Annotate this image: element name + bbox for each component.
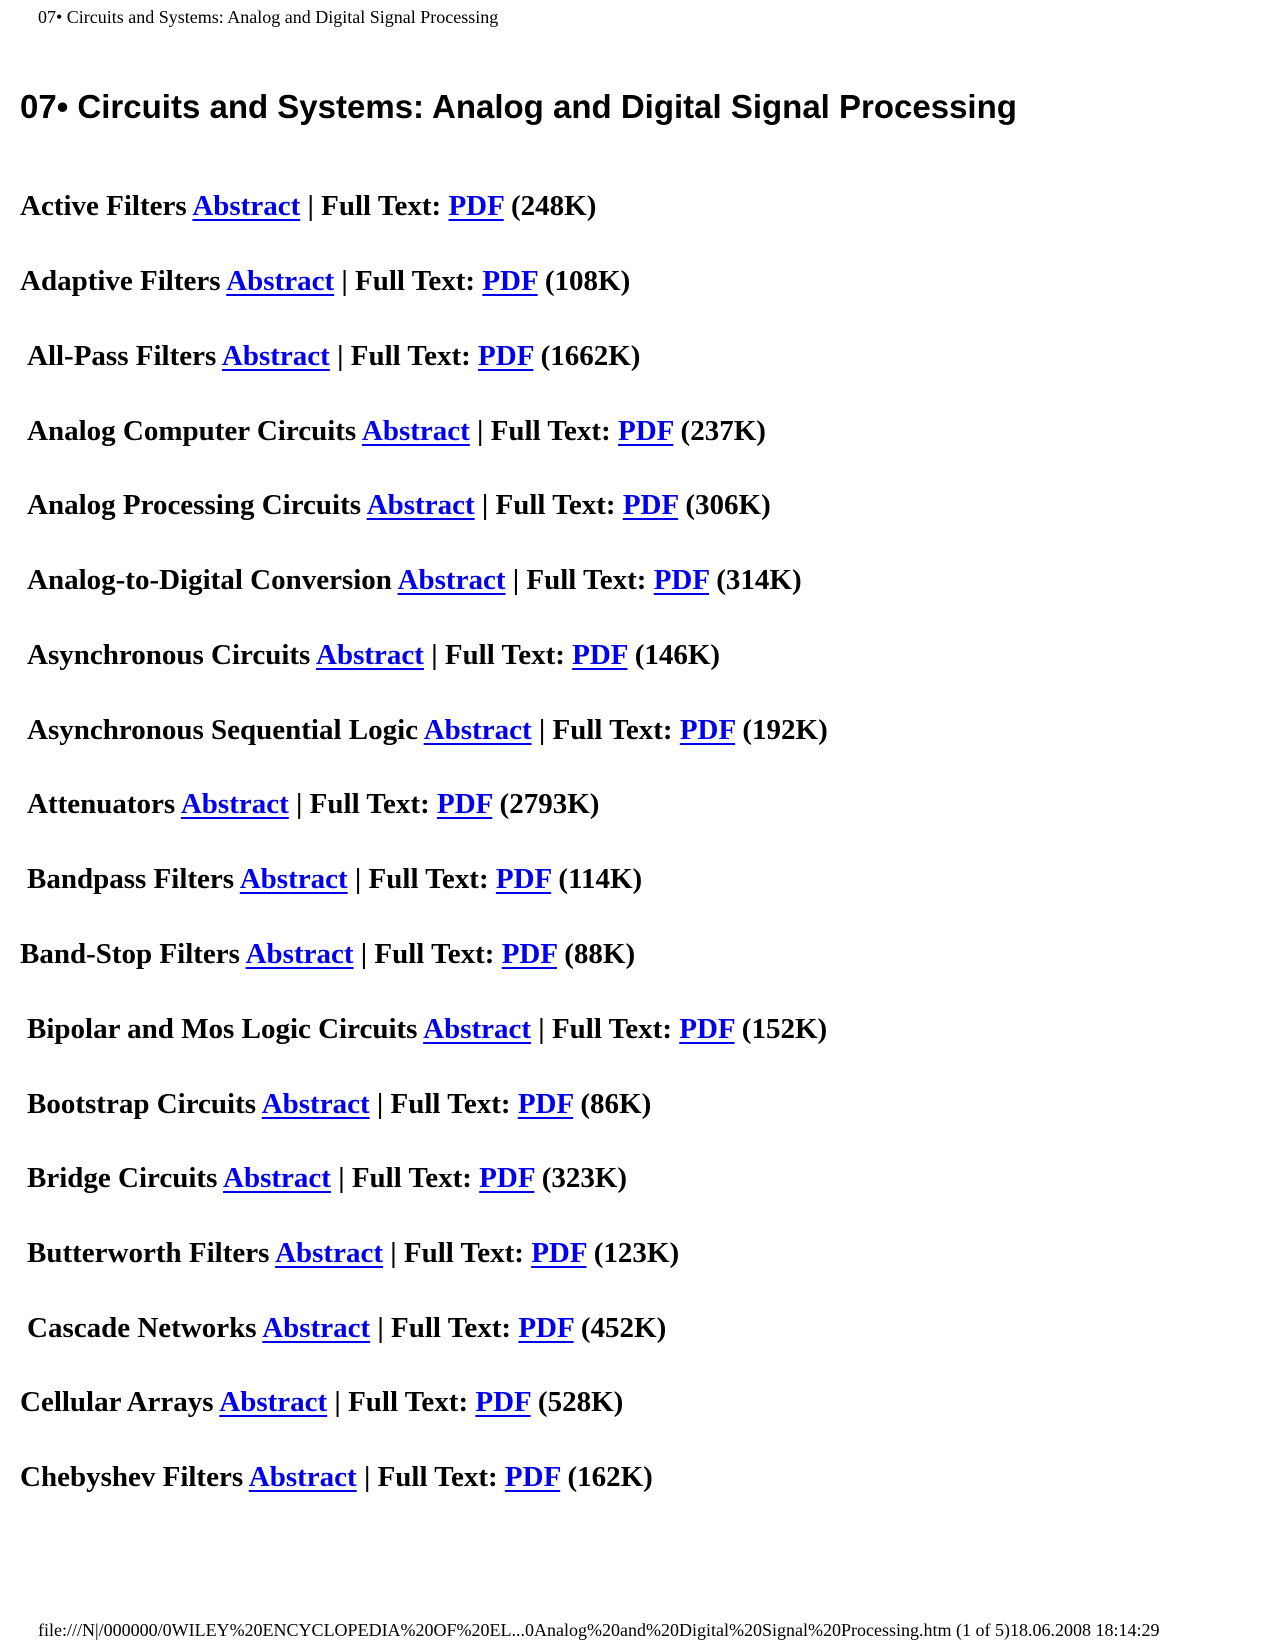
file-size: (146K) (634, 639, 721, 671)
file-size: (314K) (716, 564, 802, 596)
article-row (27, 336, 640, 376)
full-text-label: Full Text: (390, 1088, 511, 1120)
separator: | (477, 415, 484, 447)
full-text-label: Full Text: (368, 863, 489, 895)
pdf-link[interactable]: PDF (436, 788, 493, 820)
article-title: Chebyshev Filters (20, 1461, 244, 1493)
article-title: Active Filters (20, 190, 187, 222)
pdf-link[interactable]: PDF (518, 1312, 574, 1344)
pdf-link[interactable]: PDF (504, 1461, 561, 1493)
article-title: Attenuators (27, 788, 176, 820)
full-text-label: Full Text: (391, 1312, 512, 1344)
article-row (27, 1158, 627, 1198)
full-text-label: Full Text: (355, 265, 476, 297)
article-title: Bootstrap Circuits (27, 1088, 257, 1120)
article-row (27, 1308, 666, 1348)
file-size: (114K) (558, 863, 643, 895)
pdf-link[interactable]: PDF (679, 714, 736, 746)
article-title: Bridge Circuits (27, 1162, 218, 1194)
abstract-link[interactable]: Abstract (239, 863, 348, 895)
article-title: Cascade Networks (27, 1312, 257, 1344)
article-row (27, 859, 642, 899)
separator: | (376, 1088, 384, 1120)
abstract-link[interactable]: Abstract (248, 1461, 357, 1493)
separator: | (512, 564, 520, 596)
pdf-link[interactable]: PDF (679, 1013, 735, 1045)
article-title: Cellular Arrays (20, 1386, 214, 1418)
pdf-link[interactable]: PDF (618, 415, 674, 447)
separator: | (390, 1237, 397, 1269)
separator: | (481, 489, 489, 521)
article-row (27, 485, 771, 525)
abstract-link[interactable]: Abstract (226, 265, 335, 297)
pdf-link[interactable]: PDF (501, 938, 558, 970)
abstract-link[interactable]: Abstract (361, 415, 470, 447)
separator: | (334, 1386, 341, 1418)
file-size: (1662K) (540, 340, 641, 372)
article-title: Analog-to-Digital Conversion (27, 564, 392, 596)
full-text-label: Full Text: (490, 415, 611, 447)
print-footer: file:///N|/000000/0WILEY%20ENCYCLOPEDIA%20OF%20EL...0Analog%20and%20Digital%20Signal%20Processing.htm (1 of 5)18.06.2008 18:14:29 (38, 1620, 1160, 1640)
full-text-label: Full Text: (374, 938, 495, 970)
article-row (27, 635, 720, 675)
file-size: (452K) (580, 1312, 667, 1344)
article-row (27, 560, 802, 600)
article-title: Bipolar and Mos Logic Circuits (27, 1013, 418, 1045)
separator: | (360, 938, 368, 970)
abstract-link[interactable]: Abstract (223, 1162, 331, 1194)
abstract-link[interactable]: Abstract (262, 1312, 371, 1344)
pdf-link[interactable]: PDF (475, 1386, 531, 1418)
file-size: (237K) (680, 415, 766, 447)
separator: | (538, 714, 546, 746)
full-text-label: Full Text: (377, 1461, 498, 1493)
article-row (27, 784, 599, 824)
file-size: (123K) (593, 1237, 680, 1269)
separator: | (377, 1312, 384, 1344)
file-size: (248K) (511, 190, 597, 222)
article-title: Asynchronous Sequential Logic (27, 714, 419, 746)
abstract-link[interactable]: Abstract (397, 564, 506, 596)
full-text-label: Full Text: (526, 564, 647, 596)
file-size: (108K) (544, 265, 631, 297)
article-row (27, 710, 828, 750)
pdf-link[interactable]: PDF (478, 340, 534, 372)
separator: | (431, 639, 438, 671)
separator: | (338, 1162, 345, 1194)
file-size: (528K) (537, 1386, 624, 1418)
article-row (27, 1009, 827, 1049)
abstract-link[interactable]: Abstract (180, 788, 289, 820)
article-row (20, 1457, 653, 1497)
pdf-link[interactable]: PDF (495, 863, 552, 895)
pdf-link[interactable]: PDF (653, 564, 709, 596)
full-text-label: Full Text: (350, 340, 471, 372)
article-title: Adaptive Filters (20, 265, 221, 297)
full-text-label: Full Text: (351, 1162, 472, 1194)
article-row (20, 186, 596, 226)
full-text-label: Full Text: (444, 639, 565, 671)
separator: | (307, 190, 314, 222)
file-size: (86K) (580, 1088, 652, 1120)
abstract-link[interactable]: Abstract (316, 639, 424, 671)
pdf-link[interactable]: PDF (448, 190, 504, 222)
separator: | (341, 265, 348, 297)
article-title: All-Pass Filters (27, 340, 217, 372)
pdf-link[interactable]: PDF (479, 1162, 535, 1194)
file-size: (152K) (741, 1013, 828, 1045)
pdf-link[interactable]: PDF (482, 265, 538, 297)
article-title: Band-Stop Filters (20, 938, 240, 970)
article-row (27, 1084, 651, 1124)
file-size: (192K) (742, 714, 828, 746)
separator: | (538, 1013, 545, 1045)
file-size: (2793K) (499, 788, 600, 820)
separator: | (296, 788, 303, 820)
abstract-link[interactable]: Abstract (423, 1013, 532, 1045)
full-text-label: Full Text: (321, 190, 442, 222)
article-row (20, 261, 630, 301)
article-title: Analog Processing Circuits (27, 489, 362, 521)
article-row (27, 1233, 679, 1273)
full-text-label: Full Text: (552, 714, 673, 746)
abstract-link[interactable]: Abstract (366, 489, 475, 521)
full-text-label: Full Text: (403, 1237, 524, 1269)
abstract-link[interactable]: Abstract (423, 714, 532, 746)
abstract-link[interactable]: Abstract (219, 1386, 328, 1418)
file-size: (323K) (541, 1162, 628, 1194)
abstract-link[interactable]: Abstract (192, 190, 301, 222)
file-size: (306K) (685, 489, 771, 521)
abstract-link[interactable]: Abstract (261, 1088, 370, 1120)
page-title: 07• Circuits and Systems: Analog and Digital Signal Processing (20, 88, 1017, 125)
file-size: (88K) (564, 938, 636, 970)
print-header: 07• Circuits and Systems: Analog and Digital Signal Processing (38, 7, 499, 27)
article-row (20, 1382, 623, 1422)
pdf-link[interactable]: PDF (517, 1088, 574, 1120)
full-text-label: Full Text: (348, 1386, 469, 1418)
article-row (27, 411, 766, 451)
file-size: (162K) (567, 1461, 653, 1493)
abstract-link[interactable]: Abstract (221, 340, 330, 372)
full-text-label: Full Text: (551, 1013, 672, 1045)
article-title: Butterworth Filters (27, 1237, 270, 1269)
pdf-link[interactable]: PDF (531, 1237, 587, 1269)
abstract-link[interactable]: Abstract (245, 938, 354, 970)
article-row (20, 934, 635, 974)
article-title: Analog Computer Circuits (27, 415, 357, 447)
separator: | (337, 340, 344, 372)
pdf-link[interactable]: PDF (622, 489, 679, 521)
separator: | (354, 863, 362, 895)
full-text-label: Full Text: (495, 489, 616, 521)
full-text-label: Full Text: (309, 788, 430, 820)
article-title: Asynchronous Circuits (27, 639, 311, 671)
pdf-link[interactable]: PDF (572, 639, 628, 671)
separator: | (363, 1461, 371, 1493)
article-title: Bandpass Filters (27, 863, 235, 895)
abstract-link[interactable]: Abstract (275, 1237, 383, 1269)
